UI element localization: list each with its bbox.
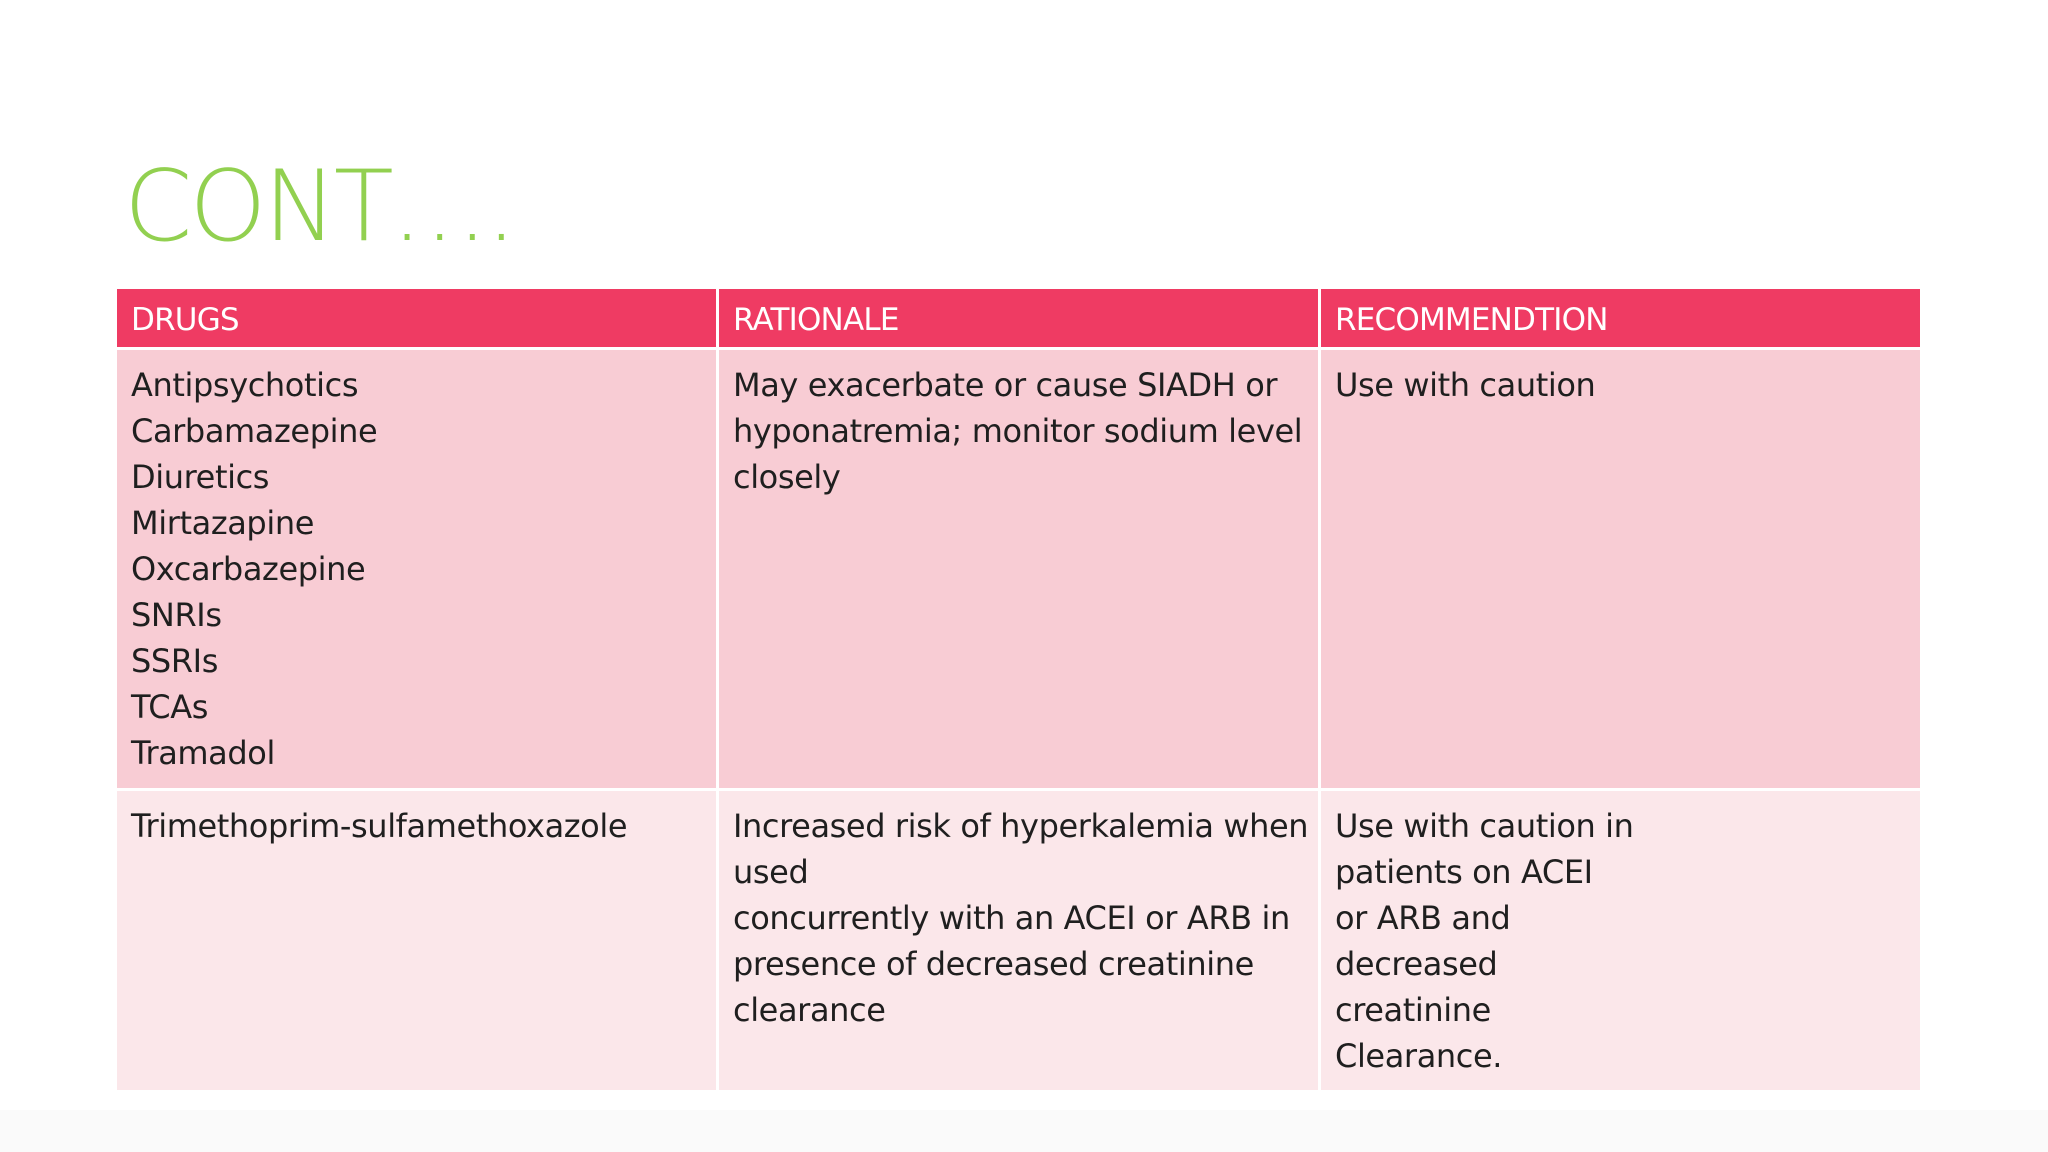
recommendation-line: Clearance. <box>1335 1037 1503 1075</box>
header-rationale: RATIONALE <box>718 288 1320 349</box>
recommendation-line: decreased <box>1335 945 1498 983</box>
header-recommendation: RECOMMENDTION <box>1320 288 1922 349</box>
recommendation-cell <box>1320 349 1922 790</box>
slide-bottom-band <box>0 1110 2048 1152</box>
recommendation-line: Use with caution in <box>1335 807 1634 845</box>
rationale-line: clearance <box>733 991 886 1029</box>
drug-name: Oxcarbazepine <box>131 550 366 588</box>
drug-name: Antipsychotics <box>131 366 359 404</box>
recommendation-line: or ARB and <box>1335 899 1511 937</box>
table-row <box>116 790 1922 1092</box>
rationale-line: closely <box>733 458 841 496</box>
slide-title: CONT…. <box>124 150 514 264</box>
drug-name: Diuretics <box>131 458 270 496</box>
drug-name: SNRIs <box>131 596 222 634</box>
table-header-row <box>116 288 1922 349</box>
drug-name: Mirtazapine <box>131 504 314 542</box>
header-drugs: DRUGS <box>116 288 718 349</box>
rationale-line: hyponatremia; monitor sodium level <box>733 412 1303 450</box>
rationale-line: presence of decreased creatinine <box>733 945 1254 983</box>
recommendation-line: Use with caution <box>1335 366 1596 404</box>
drug-table <box>114 286 1923 1093</box>
rationale-line: May exacerbate or cause SIADH or <box>733 366 1278 404</box>
rationale-line: Increased risk of hyperkalemia when <box>733 807 1309 845</box>
drugs-cell <box>116 349 718 790</box>
recommendation-line: creatinine <box>1335 991 1491 1029</box>
recommendation-line: patients on ACEI <box>1335 853 1593 891</box>
rationale-line: used <box>733 853 809 891</box>
table-row <box>116 349 1922 790</box>
drugs-cell <box>116 790 718 1092</box>
rationale-line: concurrently with an ACEI or ARB in <box>733 899 1290 937</box>
rationale-cell <box>718 349 1320 790</box>
drug-name: Tramadol <box>131 734 275 772</box>
rationale-cell <box>718 790 1320 1092</box>
drug-name: TCAs <box>131 688 208 726</box>
recommendation-cell <box>1320 790 1922 1092</box>
drug-name: Carbamazepine <box>131 412 378 450</box>
drug-name: SSRIs <box>131 642 218 680</box>
drug-name: Trimethoprim-sulfamethoxazole <box>131 807 628 845</box>
